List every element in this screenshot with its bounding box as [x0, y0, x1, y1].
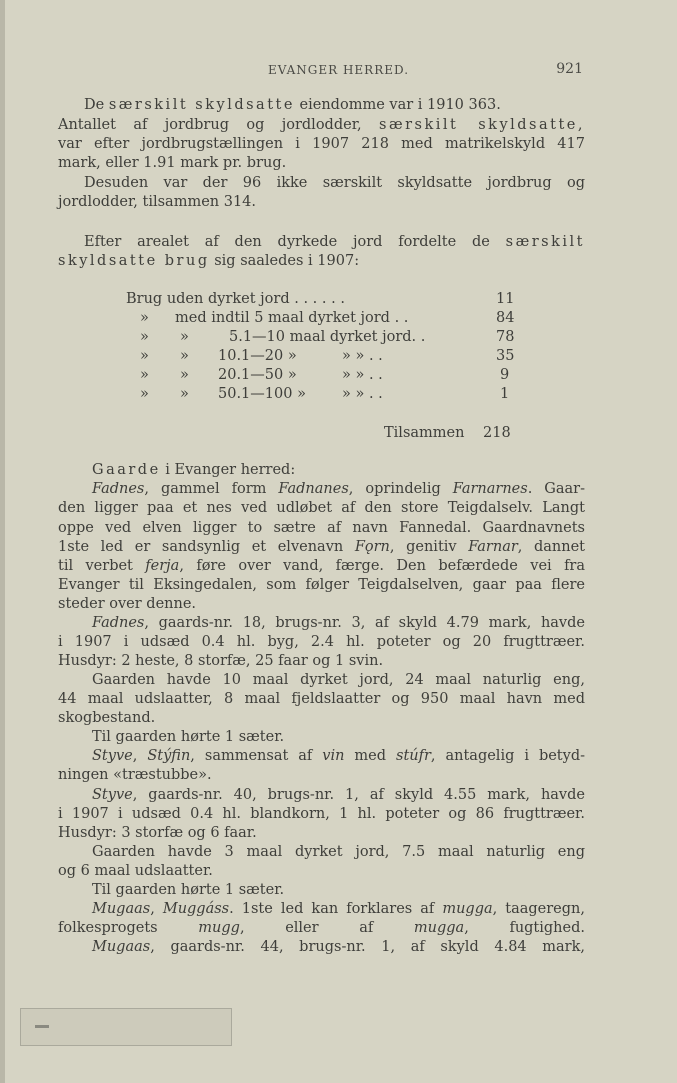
text-line: Gaarden havde 10 maal dyrket jord, 24 maal naturlig eng,	[92, 672, 585, 688]
text-line: til verbet ferja, føre over vand, færge. Den befærdede vei fra	[58, 558, 586, 574]
table-value: 35	[496, 348, 515, 364]
text-line: den ligger paa et nes ved udløbet af den store Teigdalselv. Langt	[58, 500, 585, 516]
table-cell: 5.1—10 maal dyrket jord. .	[229, 329, 426, 345]
table-cell: med indtil 5 maal dyrket jord . .	[175, 310, 409, 326]
text-line: Antallet af jordbrug og jordlodder, særskilt skyldsatte,	[58, 117, 585, 133]
ditto-mark: »	[140, 348, 149, 364]
text-line: i 1907 i udsæd 0.4 hl. byg, 2.4 hl. poteter og 20 frugttræer.	[58, 634, 585, 650]
table-cell: » » . .	[342, 348, 383, 364]
ditto-mark: »	[180, 329, 189, 345]
text-line: De særskilt skyldsatte eiendomme var i 1910 363.	[84, 97, 501, 113]
table-value: 84	[496, 310, 515, 326]
table-cell: 10.1—20 »	[218, 348, 297, 364]
text-line: mark, eller 1.91 mark pr. brug.	[58, 155, 287, 171]
library-stamp	[20, 1008, 232, 1046]
total-label: Tilsammen	[384, 425, 465, 441]
text-line: jordlodder, tilsammen 314.	[58, 194, 257, 210]
text-line: steder over denne.	[58, 596, 197, 612]
text-line: Mugaas, Muggáss. 1ste led kan forklares af mugga, taageregn,	[92, 901, 585, 917]
ditto-mark: »	[180, 348, 189, 364]
page-number: 921	[556, 61, 583, 77]
text-line: Gaarden havde 3 maal dyrket jord, 7.5 maal naturlig eng	[92, 844, 585, 860]
table-value: 1	[500, 386, 510, 402]
table-cell: » » . .	[342, 386, 383, 402]
stamp-mark	[35, 1025, 49, 1028]
text-line: i 1907 i udsæd 0.4 hl. blandkorn, 1 hl. poteter og 86 frugttræer.	[58, 806, 585, 822]
text-line: Fadnes, gaards-nr. 18, brugs-nr. 3, af skyld 4.79 mark, havde	[92, 615, 585, 631]
ditto-mark: »	[140, 367, 149, 383]
text-line: Husdyr: 2 heste, 8 storfæ, 25 faar og 1 svin.	[58, 653, 384, 669]
text-line: Styve, Stýfin, sammensat af vin med stúfr, antagelig i betyd-	[92, 748, 586, 764]
text-line: Til gaarden hørte 1 sæter.	[92, 729, 285, 745]
text-line: og 6 maal udslaatter.	[58, 863, 213, 879]
text-line: 1ste led er sandsynlig et elvenavn Fǫrn, genitiv Farnar, dannet	[58, 539, 586, 555]
text-line: var efter jordbrugstællingen i 1907 218 med matrikelskyld 417	[58, 136, 585, 152]
text-line: Evanger til Eksingedalen, som følger Teigdalselven, gaar paa flere	[58, 577, 585, 593]
text-line: Husdyr: 3 storfæ og 6 faar.	[58, 825, 257, 841]
table-cell: 50.1—100 »	[218, 386, 306, 402]
text-line: Desuden var der 96 ikke særskilt skyldsatte jordbrug og	[84, 175, 585, 191]
text-line: Fadnes, gammel form Fadnanes, oprindelig Farnarnes. Gaar-	[92, 481, 586, 497]
page-edge	[0, 0, 5, 1083]
table-value: 11	[496, 291, 515, 307]
text-line: Styve, gaards-nr. 40, brugs-nr. 1, af skyld 4.55 mark, havde	[92, 787, 585, 803]
table-cell: Brug uden dyrket jord . . . . . .	[126, 291, 345, 307]
section-heading: Gaarde i Evanger herred:	[92, 462, 296, 478]
ditto-mark: »	[140, 386, 149, 402]
text-line: folkesprogets mugg, eller af mugga, fugtighed.	[58, 920, 585, 936]
table-value: 9	[500, 367, 510, 383]
ditto-mark: »	[140, 310, 149, 326]
text-line: skyldsatte brug sig saaledes i 1907:	[58, 253, 360, 269]
table-cell: » » . .	[342, 367, 383, 383]
ditto-mark: »	[180, 386, 189, 402]
text-line: skogbestand.	[58, 710, 156, 726]
text-line: Til gaarden hørte 1 sæter.	[92, 882, 285, 898]
text-line: Efter arealet af den dyrkede jord fordelte de særskilt	[84, 234, 585, 250]
text-line: 44 maal udslaatter, 8 maal fjeldslaatter og 950 maal havn med	[58, 691, 585, 707]
table-value: 78	[496, 329, 515, 345]
text-line: oppe ved elven ligger to sætre af navn Fannedal. Gaardnavnets	[58, 520, 585, 536]
table-cell: 20.1—50 »	[218, 367, 297, 383]
text-line: Mugaas, gaards-nr. 44, brugs-nr. 1, af skyld 4.84 mark,	[92, 939, 585, 955]
text-line: ningen «træstubbe».	[58, 767, 212, 783]
ditto-mark: »	[140, 329, 149, 345]
total-value: 218	[483, 425, 511, 441]
running-header: EVANGER HERRED.	[267, 63, 410, 77]
ditto-mark: »	[180, 367, 189, 383]
